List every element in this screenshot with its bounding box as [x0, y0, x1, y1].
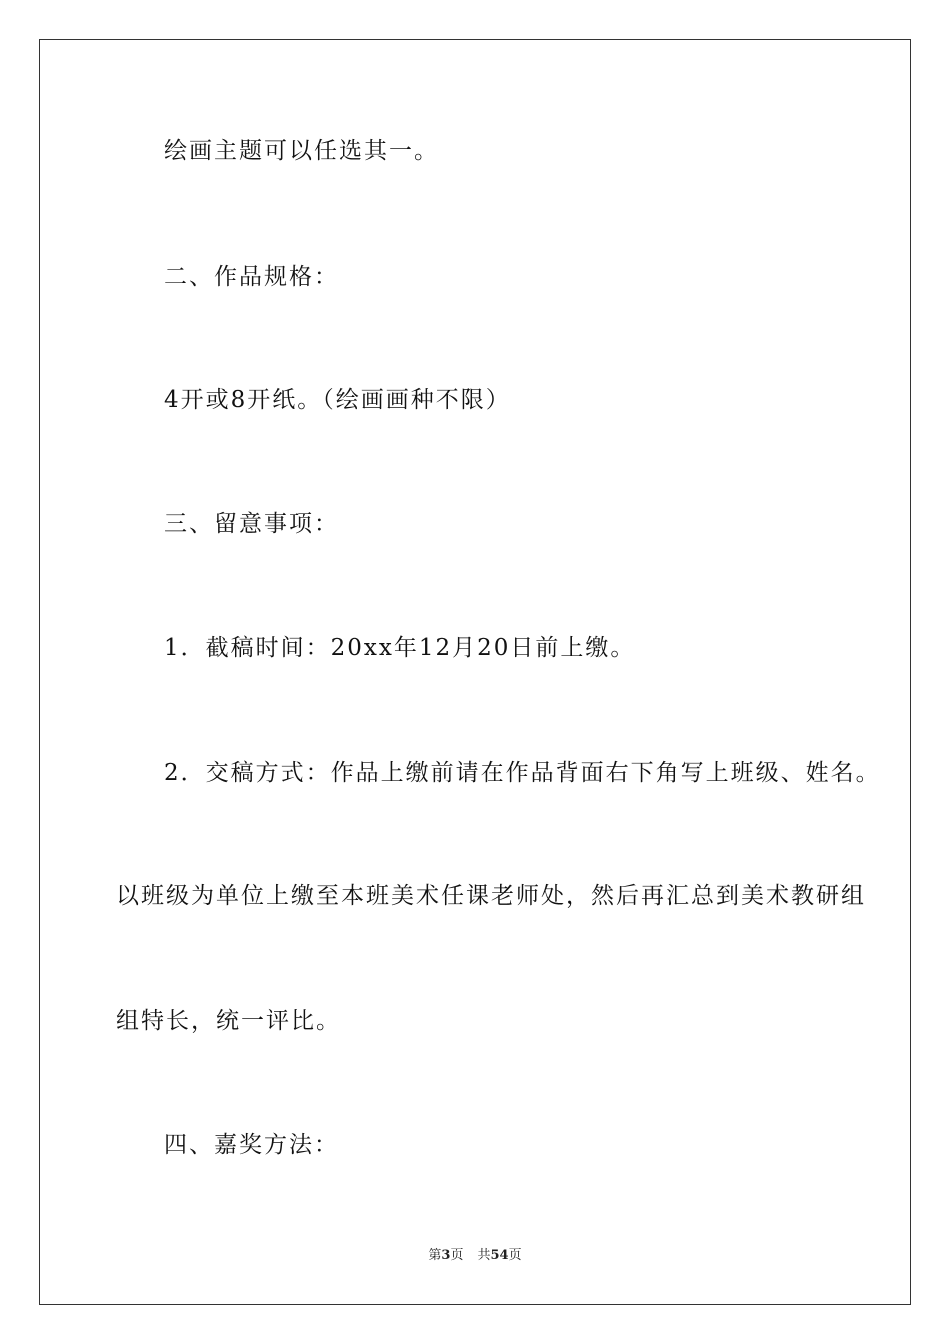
paragraph-continuation-1: 以班级为单位上缴至本班美术任课老师处，然后再汇总到美术教研组 — [116, 883, 866, 909]
footer-page-prefix: 第 — [428, 1248, 442, 1263]
footer-total-suffix: 页 — [508, 1248, 522, 1263]
section-heading-4: 四、嘉奖方法： — [164, 1132, 339, 1158]
footer-page-number: 3 — [441, 1248, 451, 1263]
paragraph-line-3: 4开或8开纸。（绘画画种不限） — [164, 387, 511, 413]
paragraph-continuation-2: 组特长，统一评比。 — [116, 1008, 341, 1034]
section-heading-2: 二、作品规格： — [164, 264, 339, 290]
list-item-1: 1．截稿时间：20xx年12月20日前上缴。 — [164, 635, 636, 661]
footer-total-prefix: 共 — [477, 1248, 491, 1263]
footer-page-suffix: 页 — [450, 1248, 464, 1263]
list-item-2: 2．交稿方式：作品上缴前请在作品背面右下角写上班级、姓名。 — [164, 760, 881, 786]
paragraph-line-1: 绘画主题可以任选其一。 — [164, 138, 439, 164]
page-footer — [0, 1247, 950, 1265]
footer-total-pages: 54 — [490, 1248, 509, 1263]
section-heading-3: 三、留意事项： — [164, 511, 339, 537]
page-border — [39, 39, 911, 1305]
